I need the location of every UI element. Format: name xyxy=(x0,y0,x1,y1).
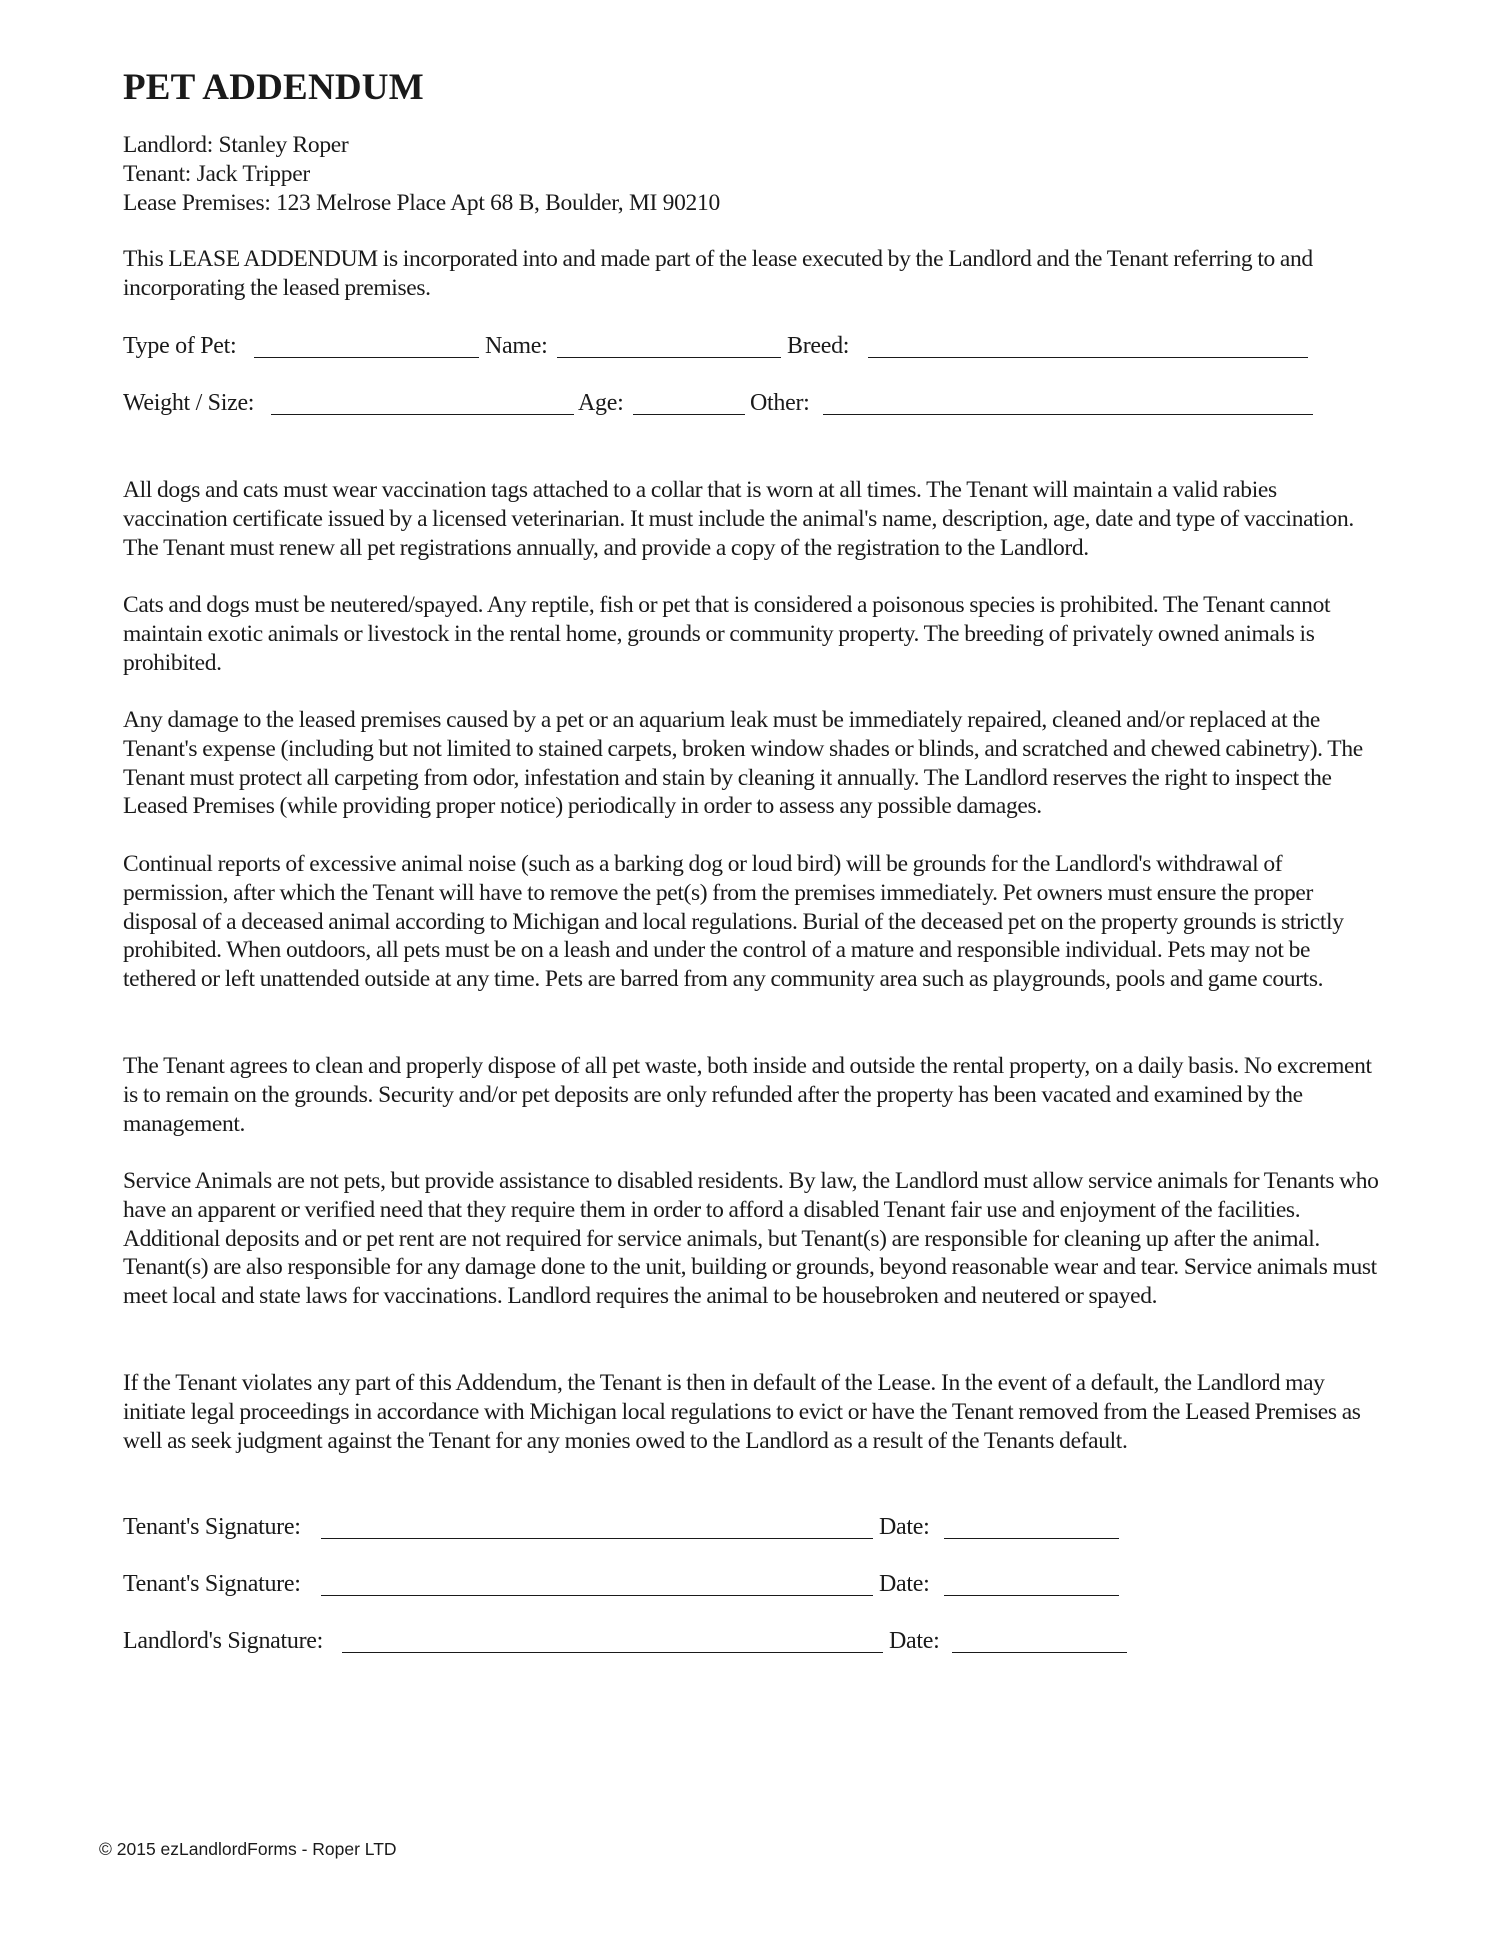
date-label: Date: xyxy=(879,1571,930,1597)
breed-input[interactable] xyxy=(868,357,1308,358)
copyright-footer: © 2015 ezLandlordForms - Roper LTD xyxy=(99,1839,397,1859)
other-input[interactable] xyxy=(823,414,1313,415)
tenant-signature-line[interactable] xyxy=(321,1595,873,1596)
other-label: Other: xyxy=(750,390,810,416)
tenant-line: Tenant: Jack Tripper xyxy=(123,161,310,187)
signature-label: Tenant's Signature: xyxy=(123,1514,301,1540)
tenant-signature-line[interactable] xyxy=(321,1538,873,1539)
signature-row-tenant-2 xyxy=(123,1569,1123,1601)
service-animals-paragraph: Service Animals are not pets, but provide assistance to disabled residents. By law, the Landlord must allow service animals for Tenants who have an apparent or verified need that they require them in order to afford a disabled Tenant fair use and enjoyment of the facilities. Additional deposits and or pet rent are not required for service animals, but Tenant(s) are responsible for cleaning up after the animal. Tenant(s) are also responsible for any damage done to the unit, building or grounds, beyond reasonable wear and tear. Service animals must meet local and state laws for vaccinations. Landlord requires the animal to be housebroken and neutered or spayed. xyxy=(123,1168,1379,1310)
tenant-date-line[interactable] xyxy=(944,1538,1119,1539)
age-input[interactable] xyxy=(633,414,745,415)
signature-row-tenant-1 xyxy=(123,1512,1123,1544)
type-of-pet-label: Type of Pet: xyxy=(123,333,237,359)
landlord-signature-line[interactable] xyxy=(342,1652,883,1653)
signature-label: Landlord's Signature: xyxy=(123,1628,323,1654)
date-label: Date: xyxy=(889,1628,940,1654)
intro-paragraph: This LEASE ADDENDUM is incorporated into and made part of the lease executed by the Landlord and the Tenant referring to and incorporating the leased premises. xyxy=(123,246,1313,301)
page-title: PET ADDENDUM xyxy=(123,67,424,108)
pet-fields-row-2 xyxy=(123,388,1323,420)
default-paragraph: If the Tenant violates any part of this Addendum, the Tenant is then in default of the Lease. In the event of a default, the Landlord may initiate legal proceedings in accordance with Michigan local regulations to evict or have the Tenant removed from the Leased Premises as well as seek judgment against the Tenant for any monies owed to the Landlord as a result of the Tenants default. xyxy=(123,1370,1361,1454)
premises-line: Lease Premises: 123 Melrose Place Apt 68 B, Boulder, MI 90210 xyxy=(123,190,720,216)
waste-paragraph: The Tenant agrees to clean and properly dispose of all pet waste, both inside and outside the rental property, on a daily basis. No excrement is to remain on the grounds. Security and/or pet deposits are only refunded after the property has been vacated and examined by the management. xyxy=(123,1053,1372,1137)
lease-parties xyxy=(123,131,720,218)
type-of-pet-input[interactable] xyxy=(254,357,479,358)
damage-paragraph: Any damage to the leased premises caused by a pet or an aquarium leak must be immediately repaired, cleaned and/or replaced at the Tenant's expense (including but not limited to stained carpets, broken window shades or blinds, and scratched and chewed cabinetry). The Tenant must protect all carpeting from odor, infestation and stain by cleaning it annually. The Landlord reserves the right to inspect the Leased Premises (while providing proper notice) periodically in order to assess any possible damages. xyxy=(123,707,1363,820)
signature-label: Tenant's Signature: xyxy=(123,1571,301,1597)
pet-fields-row-1 xyxy=(123,331,1323,363)
landlord-line: Landlord: Stanley Roper xyxy=(123,132,349,158)
neutering-paragraph: Cats and dogs must be neutered/spayed. Any reptile, fish or pet that is considered a poisonous species is prohibited. The Tenant cannot maintain exotic animals or livestock in the rental home, grounds or community property. The breeding of privately owned animals is prohibited. xyxy=(123,592,1331,676)
landlord-date-line[interactable] xyxy=(952,1652,1127,1653)
noise-paragraph: Continual reports of excessive animal noise (such as a barking dog or loud bird) will be grounds for the Landlord's withdrawal of permission, after which the Tenant will have to remove the pet(s) from the premises immediately. Pet owners must ensure the proper disposal of a deceased animal according to Michigan and local regulations. Burial of the deceased pet on the property grounds is strictly prohibited. When outdoors, all pets must be on a leash and under the control of a mature and responsible individual. Pets may not be tethered or left unattended outside at any time. Pets are barred from any community area such as playgrounds, pools and game courts. xyxy=(123,851,1344,993)
weight-size-label: Weight / Size: xyxy=(123,390,255,416)
tenant-date-line[interactable] xyxy=(944,1595,1119,1596)
pet-name-label: Name: xyxy=(485,333,548,359)
vaccination-paragraph: All dogs and cats must wear vaccination tags attached to a collar that is worn at all times. The Tenant will maintain a valid rabies vaccination certificate issued by a licensed veterinarian. It must include the animal's name, description, age, date and type of vaccination. The Tenant must renew all pet registrations annually, and provide a copy of the registration to the Landlord. xyxy=(123,477,1354,561)
pet-name-input[interactable] xyxy=(557,357,781,358)
date-label: Date: xyxy=(879,1514,930,1540)
age-label: Age: xyxy=(578,390,624,416)
signature-row-landlord xyxy=(123,1626,1123,1658)
breed-label: Breed: xyxy=(787,333,850,359)
weight-size-input[interactable] xyxy=(271,414,574,415)
